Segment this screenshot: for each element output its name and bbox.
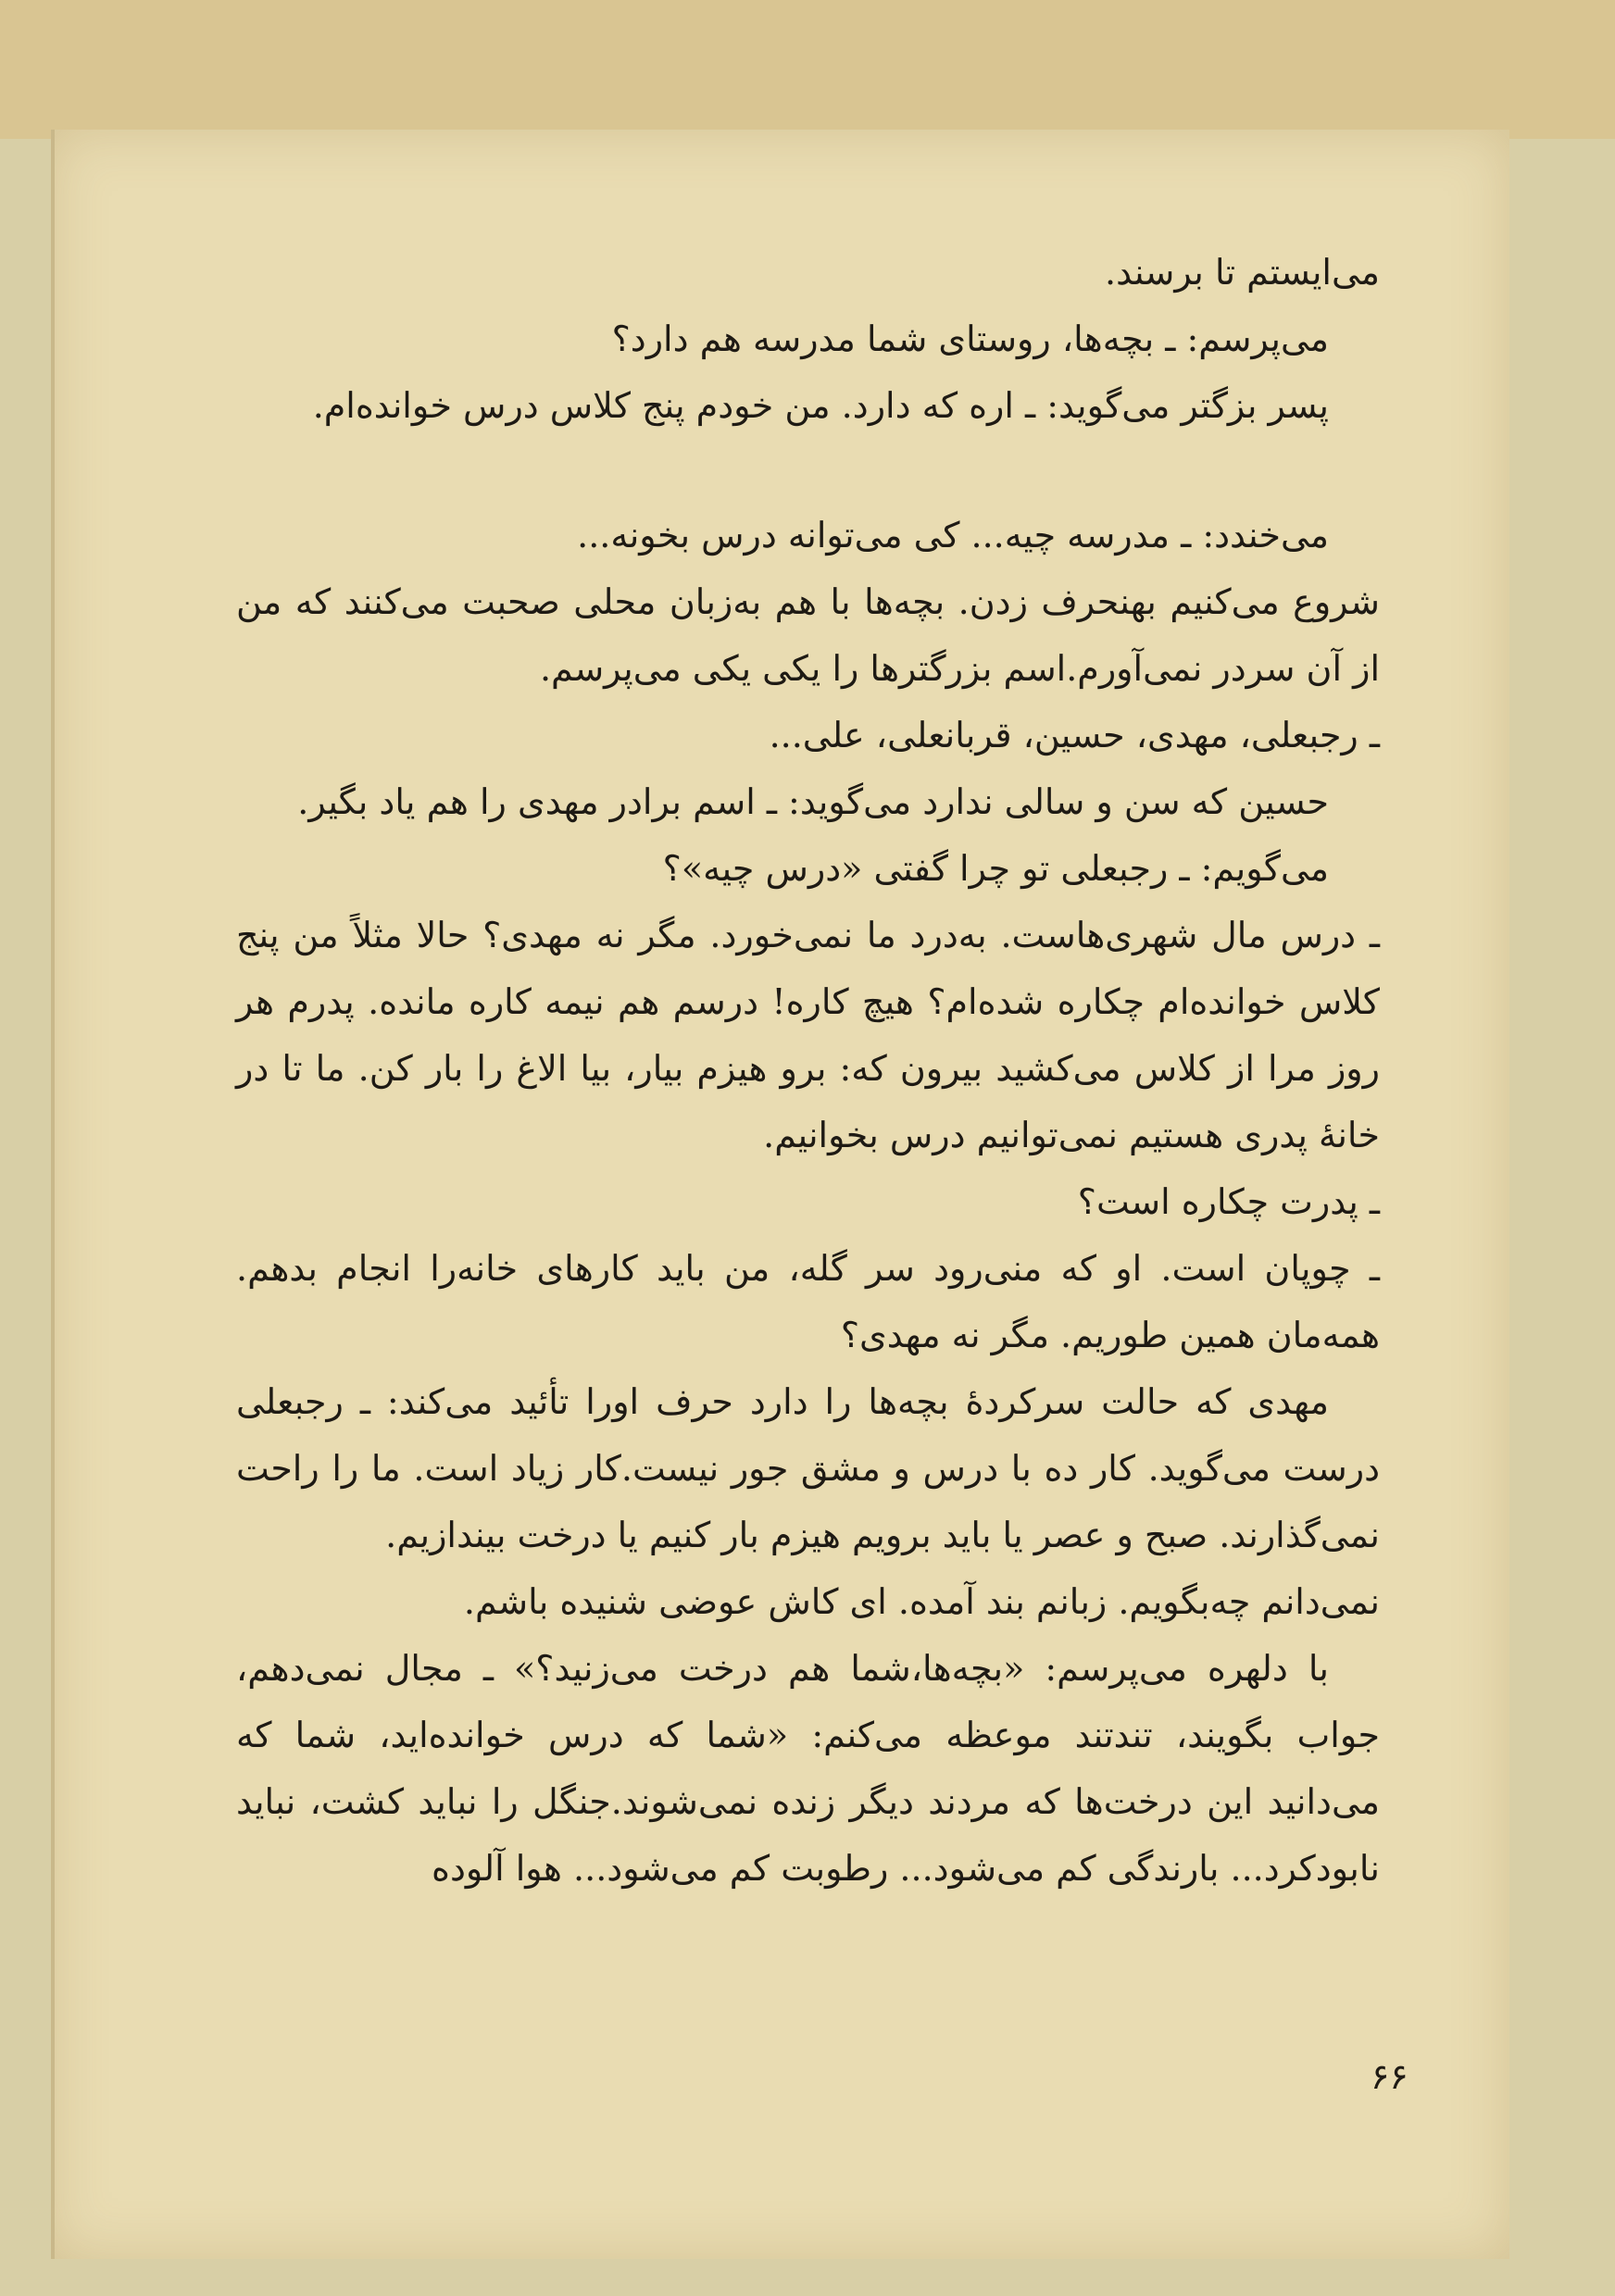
paper-top-strip <box>0 0 1615 139</box>
paragraph: ـ رجبعلی، مهدی، حسین، قربانعلی، علی... <box>769 715 1380 755</box>
paragraph: ـ درس مال شهری‌هاست. به‌درد ما نمی‌خورد. مگر نه مهدی؟ حالا مثلاً من پنج کلاس خوانده‌ام چکاره شده‌ام؟ هیچ کاره! درسم هم نیمه کاره مانده. پدرم هر روز مرا از کلاس می‌کشید بیرون که: برو هیزم بیار، بیا الاغ را بار کن. ما تا در خانهٔ پدری هستیم نمی‌توانیم درس بخوانیم. <box>236 915 1380 1155</box>
paragraph: پسر بزگتر می‌گوید: ـ اره که دارد. من خودم پنج کلاس درس خوانده‌ام. <box>312 385 1329 426</box>
body-text <box>236 239 1380 1902</box>
paragraph: می‌گویم: ـ رجبعلی تو چرا گفتی «درس چیه»؟ <box>662 848 1329 889</box>
paragraph: ـ پدرت چکاره است؟ <box>1077 1181 1380 1222</box>
paragraph: با دلهره می‌پرسم: «بچه‌ها،شما هم درخت می‌زنید؟» ـ مجال نمی‌دهم، جواب بگویند، تندتند موعظه می‌کنم: «شما که درس خوانده‌اید، شما که می‌دانید این درخت‌ها که مردند دیگر زنده نمی‌شوند.جنگل را نباید کشت، نباید نابودکرد... بارندگی کم می‌شود... رطوبت کم می‌شود... هوا آلوده <box>236 1648 1380 1889</box>
paragraph: می‌پرسم: ـ بچه‌ها، روستای شما مدرسه هم دارد؟ <box>611 318 1329 359</box>
paragraph: نمی‌دانم چه‌بگویم. زبانم بند آمده. ای کاش عوضی شنیده باشم. <box>463 1581 1380 1622</box>
page-number: ۶۶ <box>1371 2056 1408 2097</box>
paragraph: می‌ایستم تا برسند. <box>1104 252 1380 293</box>
paragraph-gap <box>236 439 1380 502</box>
paragraph: ـ چوپان است. او که منی‌رود سر گله، من باید کارهای خانه‌را انجام بدهم. همه‌مان همین طوریم. مگر نه مهدی؟ <box>236 1248 1380 1355</box>
paragraph: حسین که سن و سالی ندارد می‌گوید: ـ اسم برادر مهدی را هم یاد بگیر. <box>297 781 1329 822</box>
paragraph: شروع می‌کنیم بهنحرف زدن. بچه‌ها با هم به‌زبان محلی صحبت می‌کنند که من از آن سردر نمی‌آورم.اسم بزرگترها را یکی یکی می‌پرسم. <box>236 581 1380 689</box>
page-edge <box>51 130 55 2259</box>
paragraph: مهدی که حالت سرکردهٔ بچه‌ها را دارد حرف اورا تأئید می‌کند: ـ رجبعلی درست می‌گوید. کار ده با درس و مشق جور نیست.کار زیاد است. ما را راحت نمی‌گذارند. صبح و عصر یا باید برویم هیزم بار کنیم یا درخت بیندازیم. <box>236 1381 1380 1555</box>
paragraph: می‌خندد: ـ مدرسه چیه... کی می‌توانه درس بخونه... <box>577 515 1329 555</box>
